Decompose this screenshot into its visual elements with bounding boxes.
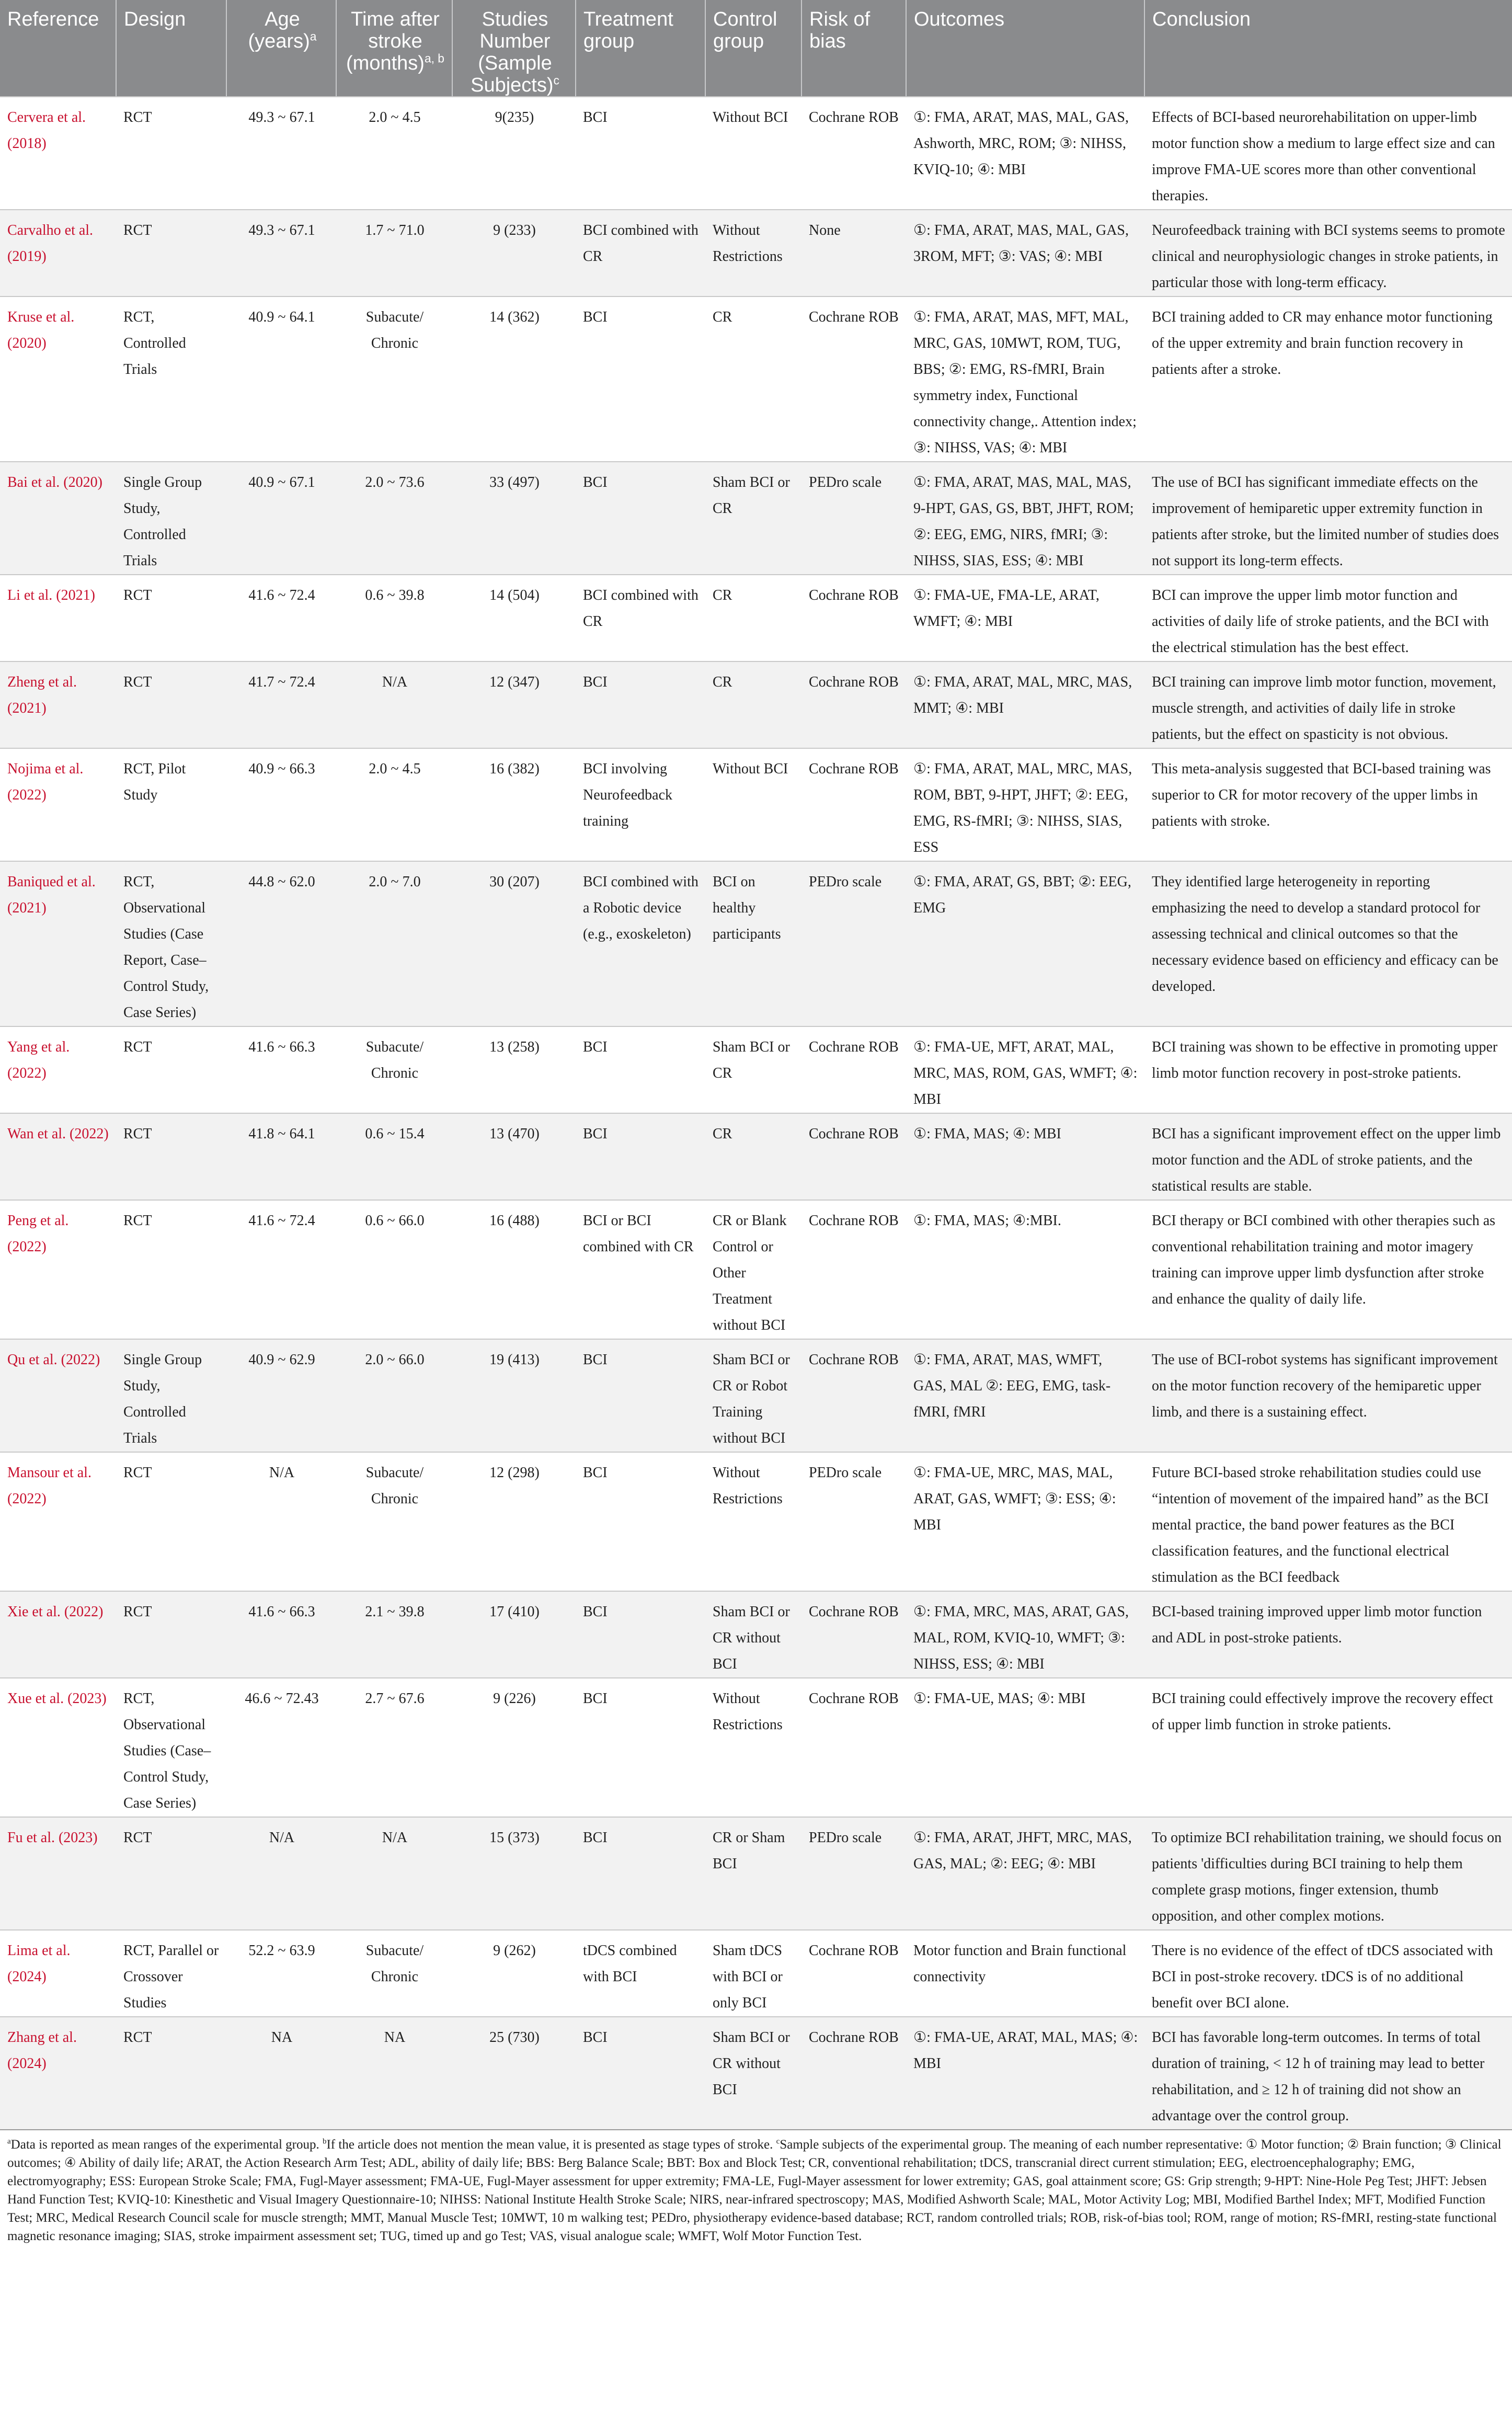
cell-conclusion: There is no evidence of the effect of tDCS associated with BCI in post-stroke recovery. tDCS is of no additional benefit over BCI alone.	[1144, 1930, 1512, 2017]
footnote-mark: c	[776, 2137, 780, 2146]
cell-design: RCT	[116, 1817, 226, 1930]
table-row	[0, 1591, 1512, 1678]
table-row	[0, 210, 1512, 296]
cell-conclusion: Neurofeedback training with BCI systems seems to promote clinical and neurophysiologic changes in stroke patients, in particular those with long-term efficacy.	[1144, 210, 1512, 296]
cell-reference[interactable]: Zheng et al. (2021)	[0, 661, 116, 748]
cell-conclusion: BCI has a significant improvement effect on the upper limb motor function and the ADL of stroke patients, and the statistical results are stable.	[1144, 1113, 1512, 1200]
cell-control-group: Sham BCI or CR	[705, 462, 801, 575]
cell-control-group: BCI on healthy participants	[705, 861, 801, 1026]
cell-design: RCT	[116, 97, 226, 210]
footnote-text: Sample subjects of the experimental group. The meaning of each number representative: ① Motor function; ② Brain function; ③ Clinical outcomes; ④ Ability of daily life; ARAT, the Action Research Arm Test; ADL, ability of daily life; BBS: Berg Balance Scale; BBT: Box and Block Test; CR, conventional rehabilitation; tDCS, transcranial direct current stimulation; EEG, electroencephalography; EMG, electromyography; ESS: European Stroke Scale; FMA, Fugl-Mayer assessment; FMA-UE, Fugl-Mayer assessment for upper extremity; FMA-LE, Fugl-Mayer assessment for lower extremity; GAS, goal attainment score; GS: Grip strength; 9-HPT: Nine-Hole Peg Test; JHFT: Jebsen Hand Function Test; KVIQ-10: Kinesthetic and Visual Imagery Questionnaire-10; NIHSS: National Institute Health Stroke Scale; NIRS, near-infrared spectroscopy; MAS, Modified Ashworth Scale; MAL, Motor Activity Log; MBI, Modified Barthel Index; MFT, Modified Function Test; MRC, Medical Research Council scale for muscle strength; MMT, Manual Muscle Test; 10MWT, 10 m walking test; PEDro, physiotherapy evidence-based database; RCT, random controlled trials; ROB, risk-of-bias tool; ROM, range of motion; RS-fMRI, resting-state functional magnetic resonance imaging; SIAS, stroke impairment assessment set; TUG, timed up and go Test; VAS, visual analogue scale; WMFT, Wolf Motor Function Test.	[7, 2138, 1502, 2243]
cell-reference[interactable]: Carvalho et al. (2019)	[0, 210, 116, 296]
table-row	[0, 1339, 1512, 1452]
cell-reference[interactable]: Bai et al. (2020)	[0, 462, 116, 575]
cell-risk-of-bias: Cochrane ROB	[801, 2017, 906, 2129]
cell-conclusion: BCI therapy or BCI combined with other therapies such as conventional rehabilitation training and motor imagery training can improve upper limb dysfunction after stroke and enhance the quality of daily life.	[1144, 1200, 1512, 1339]
table-footnotes	[0, 2129, 1512, 2245]
cell-time-after-stroke: Subacute/ Chronic	[336, 1452, 452, 1591]
cell-treatment-group: BCI	[576, 1339, 705, 1452]
cell-reference[interactable]: Baniqued et al. (2021)	[0, 861, 116, 1026]
header-age	[226, 0, 336, 97]
table-row	[0, 1200, 1512, 1339]
cell-control-group: Without Restrictions	[705, 1678, 801, 1817]
header-studies-number-footnote-mark: c	[553, 73, 559, 87]
cell-outcomes: ①: FMA, ARAT, MAL, MRC, MAS, ROM, BBT, 9-HPT, JHFT; ②: EEG, EMG, RS-fMRI; ③: NIHSS, SIAS, ESS	[906, 748, 1144, 861]
cell-age: 52.2 ~ 63.9	[226, 1930, 336, 2017]
cell-design: RCT	[116, 661, 226, 748]
cell-time-after-stroke: 2.7 ~ 67.6	[336, 1678, 452, 1817]
cell-design: RCT	[116, 1113, 226, 1200]
table-row	[0, 1452, 1512, 1591]
cell-outcomes: ①: FMA, ARAT, MAS, MAL, MAS, 9-HPT, GAS, GS, BBT, JHFT, ROM; ②: EEG, EMG, NIRS, fMRI; ③: NIHSS, SIAS, ESS; ④: MBI	[906, 462, 1144, 575]
cell-treatment-group: BCI	[576, 661, 705, 748]
cell-time-after-stroke: 0.6 ~ 66.0	[336, 1200, 452, 1339]
cell-studies-number: 12 (298)	[452, 1452, 576, 1591]
cell-time-after-stroke: 1.7 ~ 71.0	[336, 210, 452, 296]
cell-risk-of-bias: Cochrane ROB	[801, 296, 906, 462]
cell-outcomes: ①: FMA-UE, ARAT, MAL, MAS; ④: MBI	[906, 2017, 1144, 2129]
cell-age: 46.6 ~ 72.43	[226, 1678, 336, 1817]
cell-reference[interactable]: Cervera et al. (2018)	[0, 97, 116, 210]
footnote-mark: a	[7, 2137, 11, 2146]
footnote-text: Data is reported as mean ranges of the experimental group.	[10, 2138, 319, 2152]
cell-treatment-group: BCI	[576, 97, 705, 210]
cell-conclusion: Effects of BCI-based neurorehabilitation on upper-limb motor function show a medium to large effect size and can improve FMA-UE scores more than other conventional therapies.	[1144, 97, 1512, 210]
cell-conclusion: The use of BCI has significant immediate effects on the improvement of hemiparetic upper extremity function in patients after stroke, but the limited number of studies does not support its long-term effects.	[1144, 462, 1512, 575]
cell-time-after-stroke: Subacute/ Chronic	[336, 296, 452, 462]
cell-time-after-stroke: 2.0 ~ 4.5	[336, 97, 452, 210]
cell-treatment-group: BCI	[576, 1678, 705, 1817]
header-time-after-stroke-label: Time after stroke (months)	[346, 8, 440, 74]
header-control-group	[705, 0, 801, 97]
table-row	[0, 661, 1512, 748]
footnote-paragraph	[7, 2135, 1505, 2245]
table-header-row	[0, 0, 1512, 97]
cell-age: 41.6 ~ 66.3	[226, 1026, 336, 1113]
cell-age: 41.8 ~ 64.1	[226, 1113, 336, 1200]
header-age-footnote-mark: a	[310, 29, 317, 43]
cell-studies-number: 12 (347)	[452, 661, 576, 748]
header-studies-number	[452, 0, 576, 97]
cell-risk-of-bias: Cochrane ROB	[801, 748, 906, 861]
cell-studies-number: 9(235)	[452, 97, 576, 210]
cell-age: 40.9 ~ 67.1	[226, 462, 336, 575]
cell-conclusion: They identified large heterogeneity in reporting emphasizing the need to develop a standard protocol for assessing technical and clinical outcomes so that the necessary evidence based on efficiency and efficacy can be developed.	[1144, 861, 1512, 1026]
cell-treatment-group: BCI	[576, 296, 705, 462]
cell-age: 41.7 ~ 72.4	[226, 661, 336, 748]
cell-treatment-group: BCI combined with CR	[576, 210, 705, 296]
cell-age: 40.9 ~ 64.1	[226, 296, 336, 462]
header-treatment-group	[576, 0, 705, 97]
cell-time-after-stroke: Subacute/ Chronic	[336, 1026, 452, 1113]
cell-conclusion: To optimize BCI rehabilitation training, we should focus on patients 'difficulties during BCI training to help them complete grasp motions, finger extension, thumb opposition, and other complex motions.	[1144, 1817, 1512, 1930]
cell-studies-number: 14 (362)	[452, 296, 576, 462]
table-row	[0, 296, 1512, 462]
table-body	[0, 97, 1512, 2129]
cell-control-group: Without Restrictions	[705, 210, 801, 296]
cell-risk-of-bias: Cochrane ROB	[801, 1930, 906, 2017]
cell-conclusion: BCI has favorable long-term outcomes. In terms of total duration of training, < 12 h of training may lead to better rehabilitation, and ≥ 12 h of training did not show an advantage over the control group.	[1144, 2017, 1512, 2129]
cell-design: RCT, Pilot Study	[116, 748, 226, 861]
cell-outcomes: ①: FMA, ARAT, MAS, MFT, MAL, MRC, GAS, 10MWT, ROM, TUG, BBS; ②: EMG, RS-fMRI, Brain symmetry index, Functional connectivity change,. Attention index; ③: NIHSS, VAS; ④: MBI	[906, 296, 1144, 462]
cell-conclusion: BCI training added to CR may enhance motor functioning of the upper extremity and brain function recovery in patients after a stroke.	[1144, 296, 1512, 462]
cell-reference[interactable]: Peng et al. (2022)	[0, 1200, 116, 1339]
cell-age: 44.8 ~ 62.0	[226, 861, 336, 1026]
cell-age: 41.6 ~ 66.3	[226, 1591, 336, 1678]
cell-studies-number: 33 (497)	[452, 462, 576, 575]
table-row	[0, 1930, 1512, 2017]
cell-time-after-stroke: 0.6 ~ 39.8	[336, 575, 452, 661]
cell-conclusion: This meta-analysis suggested that BCI-based training was superior to CR for motor recovery of the upper limbs in patients with stroke.	[1144, 748, 1512, 861]
header-conclusion	[1144, 0, 1512, 97]
cell-risk-of-bias: PEDro scale	[801, 861, 906, 1026]
cell-reference[interactable]: Li et al. (2021)	[0, 575, 116, 661]
cell-outcomes: ①: FMA, ARAT, MAL, MRC, MAS, MMT; ④: MBI	[906, 661, 1144, 748]
cell-treatment-group: BCI involving Neurofeedback training	[576, 748, 705, 861]
cell-reference[interactable]: Nojima et al. (2022)	[0, 748, 116, 861]
cell-risk-of-bias: Cochrane ROB	[801, 1026, 906, 1113]
header-treatment-group-label: Treatment group	[583, 8, 673, 52]
table-row	[0, 1817, 1512, 1930]
header-reference	[0, 0, 116, 97]
cell-reference[interactable]: Xie et al. (2022)	[0, 1591, 116, 1678]
cell-control-group: Sham BCI or CR or Robot Training without BCI	[705, 1339, 801, 1452]
cell-treatment-group: BCI	[576, 1026, 705, 1113]
cell-risk-of-bias: Cochrane ROB	[801, 575, 906, 661]
header-time-after-stroke-footnote-mark: a, b	[424, 51, 444, 65]
cell-outcomes: ①: FMA, MRC, MAS, ARAT, GAS, MAL, ROM, KVIQ-10, WMFT; ③: NIHSS, ESS; ④: MBI	[906, 1591, 1144, 1678]
cell-conclusion: BCI can improve the upper limb motor function and activities of daily life of stroke patients, and the BCI with the electrical stimulation has the best effect.	[1144, 575, 1512, 661]
cell-control-group: Without Restrictions	[705, 1452, 801, 1591]
table-row	[0, 1678, 1512, 1817]
cell-outcomes: ①: FMA-UE, FMA-LE, ARAT, WMFT; ④: MBI	[906, 575, 1144, 661]
cell-design: RCT, Controlled Trials	[116, 296, 226, 462]
cell-design: RCT	[116, 1200, 226, 1339]
cell-age: 40.9 ~ 62.9	[226, 1339, 336, 1452]
table-row	[0, 97, 1512, 210]
cell-control-group: Sham BCI or CR without BCI	[705, 1591, 801, 1678]
cell-studies-number: 9 (262)	[452, 1930, 576, 2017]
header-outcomes-label: Outcomes	[914, 8, 1005, 30]
cell-time-after-stroke: 2.0 ~ 7.0	[336, 861, 452, 1026]
cell-outcomes: ①: FMA, ARAT, MAS, MAL, GAS, Ashworth, MRC, ROM; ③: NIHSS, KVIQ-10; ④: MBI	[906, 97, 1144, 210]
cell-design: RCT	[116, 1591, 226, 1678]
cell-time-after-stroke: NA	[336, 2017, 452, 2129]
cell-risk-of-bias: Cochrane ROB	[801, 1339, 906, 1452]
cell-control-group: Sham tDCS with BCI or only BCI	[705, 1930, 801, 2017]
cell-risk-of-bias: Cochrane ROB	[801, 1678, 906, 1817]
cell-reference[interactable]: Qu et al. (2022)	[0, 1339, 116, 1452]
cell-studies-number: 19 (413)	[452, 1339, 576, 1452]
cell-studies-number: 9 (233)	[452, 210, 576, 296]
cell-control-group: CR or Sham BCI	[705, 1817, 801, 1930]
cell-studies-number: 16 (488)	[452, 1200, 576, 1339]
cell-time-after-stroke: 2.0 ~ 73.6	[336, 462, 452, 575]
cell-time-after-stroke: N/A	[336, 661, 452, 748]
cell-risk-of-bias: Cochrane ROB	[801, 1591, 906, 1678]
footnote-mark: b	[322, 2137, 327, 2146]
table-row	[0, 462, 1512, 575]
cell-studies-number: 16 (382)	[452, 748, 576, 861]
cell-outcomes: ①: FMA, ARAT, GS, BBT; ②: EEG, EMG	[906, 861, 1144, 1026]
cell-treatment-group: BCI combined with a Robotic device (e.g., exoskeleton)	[576, 861, 705, 1026]
cell-reference[interactable]: Wan et al. (2022)	[0, 1113, 116, 1200]
cell-outcomes: ①: FMA-UE, MAS; ④: MBI	[906, 1678, 1144, 1817]
cell-design: RCT	[116, 1026, 226, 1113]
header-design	[116, 0, 226, 97]
cell-age: 41.6 ~ 72.4	[226, 1200, 336, 1339]
cell-design: RCT	[116, 210, 226, 296]
cell-treatment-group: BCI	[576, 2017, 705, 2129]
cell-studies-number: 17 (410)	[452, 1591, 576, 1678]
cell-reference[interactable]: Zhang et al. (2024)	[0, 2017, 116, 2129]
cell-design: RCT	[116, 1452, 226, 1591]
table-row	[0, 575, 1512, 661]
cell-control-group: CR or Blank Control or Other Treatment without BCI	[705, 1200, 801, 1339]
cell-treatment-group: tDCS combined with BCI	[576, 1930, 705, 2017]
cell-outcomes: ①: FMA, ARAT, MAS, WMFT, GAS, MAL ②: EEG, EMG, task-fMRI, fMRI	[906, 1339, 1144, 1452]
cell-conclusion: BCI training was shown to be effective in promoting upper limb motor function recovery in post-stroke patients.	[1144, 1026, 1512, 1113]
cell-reference[interactable]: Fu et al. (2023)	[0, 1817, 116, 1930]
cell-age: 40.9 ~ 66.3	[226, 748, 336, 861]
table-row	[0, 861, 1512, 1026]
cell-age: 49.3 ~ 67.1	[226, 210, 336, 296]
cell-conclusion: BCI-based training improved upper limb motor function and ADL in post-stroke patients.	[1144, 1591, 1512, 1678]
cell-risk-of-bias: Cochrane ROB	[801, 97, 906, 210]
cell-outcomes: ①: FMA-UE, MFT, ARAT, MAL, MRC, MAS, ROM, GAS, WMFT; ④: MBI	[906, 1026, 1144, 1113]
cell-conclusion: BCI training could effectively improve the recovery effect of upper limb function in stroke patients.	[1144, 1678, 1512, 1817]
footnote-text: If the article does not mention the mean value, it is presented as stage types of stroke.	[326, 2138, 773, 2152]
header-control-group-label: Control group	[713, 8, 777, 52]
cell-control-group: Sham BCI or CR without BCI	[705, 2017, 801, 2129]
cell-reference[interactable]: Xue et al. (2023)	[0, 1678, 116, 1817]
cell-risk-of-bias: PEDro scale	[801, 1452, 906, 1591]
cell-outcomes: ①: FMA, ARAT, MAS, MAL, GAS, 3ROM, MFT; ③: VAS; ④: MBI	[906, 210, 1144, 296]
cell-control-group: CR	[705, 661, 801, 748]
cell-risk-of-bias: PEDro scale	[801, 1817, 906, 1930]
cell-treatment-group: BCI combined with CR	[576, 575, 705, 661]
cell-design: RCT	[116, 2017, 226, 2129]
cell-conclusion: BCI training can improve limb motor function, movement, muscle strength, and activities of daily life in stroke patients, but the effect on spasticity is not obvious.	[1144, 661, 1512, 748]
cell-outcomes: Motor function and Brain functional connectivity	[906, 1930, 1144, 2017]
cell-outcomes: ①: FMA, MAS; ④:MBI.	[906, 1200, 1144, 1339]
cell-treatment-group: BCI	[576, 1591, 705, 1678]
cell-time-after-stroke: N/A	[336, 1817, 452, 1930]
cell-reference[interactable]: Lima et al. (2024)	[0, 1930, 116, 2017]
cell-risk-of-bias: Cochrane ROB	[801, 1113, 906, 1200]
cell-outcomes: ①: FMA, MAS; ④: MBI	[906, 1113, 1144, 1200]
cell-risk-of-bias: None	[801, 210, 906, 296]
cell-treatment-group: BCI or BCI combined with CR	[576, 1200, 705, 1339]
cell-risk-of-bias: Cochrane ROB	[801, 1200, 906, 1339]
cell-control-group: CR	[705, 1113, 801, 1200]
cell-time-after-stroke: 2.1 ~ 39.8	[336, 1591, 452, 1678]
cell-design: RCT	[116, 575, 226, 661]
cell-age: 41.6 ~ 72.4	[226, 575, 336, 661]
cell-treatment-group: BCI	[576, 1113, 705, 1200]
header-reference-label: Reference	[7, 8, 99, 30]
table-row	[0, 1113, 1512, 1200]
cell-design: Single Group Study, Controlled Trials	[116, 462, 226, 575]
cell-design: RCT, Parallel or Crossover Studies	[116, 1930, 226, 2017]
header-studies-number-label: Studies Number (Sample Subjects)	[471, 8, 554, 96]
table-row	[0, 2017, 1512, 2129]
cell-control-group: Without BCI	[705, 748, 801, 861]
header-outcomes	[906, 0, 1144, 97]
cell-time-after-stroke: Subacute/ Chronic	[336, 1930, 452, 2017]
cell-design: RCT, Observational Studies (Case–Control Study, Case Series)	[116, 1678, 226, 1817]
header-age-label: Age (years)	[248, 8, 310, 52]
cell-outcomes: ①: FMA-UE, MRC, MAS, MAL, ARAT, GAS, WMFT; ③: ESS; ④: MBI	[906, 1452, 1144, 1591]
cell-time-after-stroke: 2.0 ~ 66.0	[336, 1339, 452, 1452]
cell-control-group: Without BCI	[705, 97, 801, 210]
cell-risk-of-bias: PEDro scale	[801, 462, 906, 575]
cell-reference[interactable]: Kruse et al. (2020)	[0, 296, 116, 462]
cell-studies-number: 9 (226)	[452, 1678, 576, 1817]
cell-studies-number: 13 (470)	[452, 1113, 576, 1200]
cell-age: N/A	[226, 1817, 336, 1930]
cell-risk-of-bias: Cochrane ROB	[801, 661, 906, 748]
cell-studies-number: 30 (207)	[452, 861, 576, 1026]
cell-control-group: Sham BCI or CR	[705, 1026, 801, 1113]
cell-outcomes: ①: FMA, ARAT, JHFT, MRC, MAS, GAS, MAL; ②: EEG; ④: MBI	[906, 1817, 1144, 1930]
cell-time-after-stroke: 2.0 ~ 4.5	[336, 748, 452, 861]
table-row	[0, 1026, 1512, 1113]
cell-reference[interactable]: Mansour et al. (2022)	[0, 1452, 116, 1591]
cell-studies-number: 14 (504)	[452, 575, 576, 661]
cell-age: NA	[226, 2017, 336, 2129]
cell-control-group: CR	[705, 296, 801, 462]
header-risk-of-bias	[801, 0, 906, 97]
header-time-after-stroke	[336, 0, 452, 97]
cell-design: RCT, Observational Studies (Case Report, Case–Control Study, Case Series)	[116, 861, 226, 1026]
cell-time-after-stroke: 0.6 ~ 15.4	[336, 1113, 452, 1200]
table-row	[0, 748, 1512, 861]
cell-treatment-group: BCI	[576, 462, 705, 575]
cell-conclusion: Future BCI-based stroke rehabilitation studies could use “intention of movement of the impaired hand” as the BCI mental practice, the band power features as the BCI classification features, and the functional electrical stimulation as the BCI feedback	[1144, 1452, 1512, 1591]
cell-control-group: CR	[705, 575, 801, 661]
cell-treatment-group: BCI	[576, 1452, 705, 1591]
cell-treatment-group: BCI	[576, 1817, 705, 1930]
cell-studies-number: 25 (730)	[452, 2017, 576, 2129]
header-risk-of-bias-label: Risk of bias	[809, 8, 870, 52]
header-conclusion-label: Conclusion	[1152, 8, 1251, 30]
cell-age: 49.3 ~ 67.1	[226, 97, 336, 210]
header-design-label: Design	[124, 8, 186, 30]
cell-studies-number: 13 (258)	[452, 1026, 576, 1113]
cell-age: N/A	[226, 1452, 336, 1591]
cell-conclusion: The use of BCI-robot systems has significant improvement on the motor function recovery of the hemiparetic upper limb, and there is a sustaining effect.	[1144, 1339, 1512, 1452]
cell-studies-number: 15 (373)	[452, 1817, 576, 1930]
cell-reference[interactable]: Yang et al. (2022)	[0, 1026, 116, 1113]
cell-design: Single Group Study, Controlled Trials	[116, 1339, 226, 1452]
